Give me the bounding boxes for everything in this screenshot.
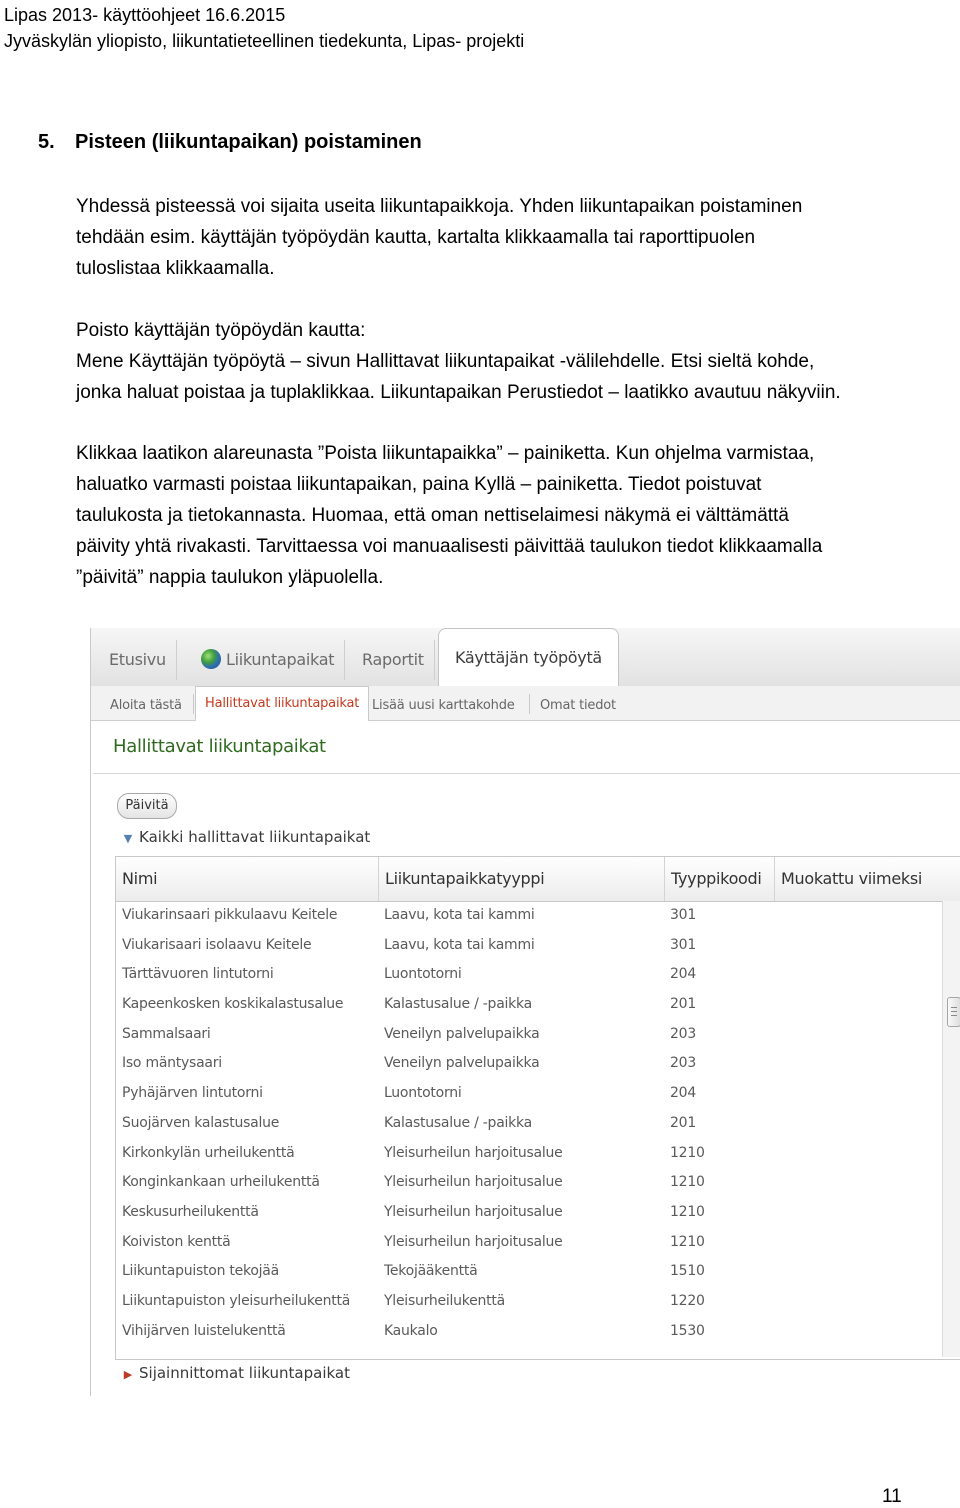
header-line-1: Lipas 2013- käyttöohjeet 16.6.2015 [4,5,286,25]
cell-name: Konginkankaan urheilukenttä [122,1174,320,1191]
cell-typecode: 1530 [670,1322,705,1339]
main-tab-bar [91,628,960,687]
cell-type: Laavu, kota tai kammi [384,936,535,953]
paragraph-1 [76,191,946,284]
page-number: 11 [882,1486,902,1507]
cell-type: Veneilyn palvelupaikka [384,1025,540,1042]
column-header-modified[interactable]: Muokattu viimeksi [774,857,960,901]
tab-label: Käyttäjän työpöytä [455,648,602,667]
table-row[interactable] [116,1198,942,1228]
cell-modified [774,901,948,931]
cell-type: Luontotorni [384,966,462,983]
cell-type: Yleisurheilun harjoitusalue [384,1233,563,1250]
column-header-typecode[interactable]: Tyyppikoodi [664,857,775,901]
subtab-omat-tiedot[interactable] [531,692,625,720]
cell-name: Pyhäjärven lintutorni [122,1085,263,1102]
paragraph-2 [76,315,946,408]
cell-typecode: 1210 [670,1203,705,1220]
table-row[interactable] [116,1317,942,1347]
table-row[interactable] [116,1020,942,1050]
cell-type: Yleisurheilukenttä [384,1292,505,1309]
cell-typecode: 203 [670,1055,696,1072]
cell-modified [774,931,948,961]
cell-modified [774,1020,948,1050]
paragraph-line: Yhdessä pisteessä voi sijaita useita liikuntapaikkoja. Yhden liikuntapaikan poistaminen [76,196,803,217]
tab-raportit[interactable] [352,640,435,680]
tab-etusivu[interactable] [99,640,177,680]
cell-type: Kaukalo [384,1322,438,1339]
triangle-down-icon: ▼ [123,832,133,845]
cell-type: Laavu, kota tai kammi [384,907,535,923]
subtab-label: Omat tiedot [540,698,616,713]
table-row[interactable] [116,1109,942,1139]
tab-liikuntapaikat[interactable] [191,640,345,680]
table-row[interactable] [116,1257,942,1287]
panel-title: Hallittavat liikuntapaikat [113,736,326,757]
paragraph-3 [76,438,946,593]
table-row[interactable] [116,1139,942,1169]
table-row[interactable] [116,1287,942,1317]
table-row[interactable] [116,1079,942,1109]
cell-type: Tekojääkenttä [384,1263,478,1280]
table-header [116,857,960,902]
cell-modified [774,1049,948,1079]
subtab-hallittavat[interactable] [195,686,369,721]
tab-kayttajan-tyopoyta[interactable] [438,628,619,687]
paragraph-line: ”päivitä” nappia taulukon yläpuolella. [76,567,384,588]
paragraph-line: Mene Käyttäjän työpöytä – sivun Hallittavat liikuntapaikat -välilehdelle. Etsi sieltä kohde, [76,351,815,372]
section-title: Pisteen (liikuntapaikan) poistaminen [75,131,422,153]
paragraph-line: taulukosta ja tietokannasta. Huomaa, että oman nettiselaimesi näkymä ei välttämättä [76,505,789,526]
paragraph-line: päivity yhtä rivakasti. Tarvittaessa voi manuaalisesti päivittää taulukon tiedot klikkaamalla [76,536,823,557]
paragraph-line: tehdään esim. käyttäjän työpöydän kautta, kartalta klikkaamalla tai raporttipuolen [76,227,756,248]
cell-name: Iso mäntysaari [122,1055,222,1072]
subtab-lisaa-karttakohde[interactable] [363,692,524,720]
cell-type: Yleisurheilun harjoitusalue [384,1174,563,1191]
subtab-divider [193,694,194,714]
table-body [116,901,942,1346]
cell-name: Sammalsaari [122,1025,211,1042]
cell-typecode: 201 [670,1114,696,1131]
cell-typecode: 203 [670,1025,696,1042]
subtab-label: Aloita tästä [110,698,182,713]
cell-name: Kapeenkosken koskikalastusalue [122,996,344,1013]
paragraph-line: Poisto käyttäjän työpöydän kautta: [76,320,366,341]
cell-name: Liikuntapuiston yleisurheilukenttä [122,1292,351,1309]
column-header-type[interactable]: Liikuntapaikkatyyppi [378,857,665,901]
table-row[interactable] [116,960,942,990]
cell-name: Keskusurheilukenttä [122,1203,259,1220]
subtab-label: Hallittavat liikuntapaikat [205,696,360,711]
cell-typecode: 1220 [670,1292,705,1309]
app-screenshot [90,628,960,1396]
table-row[interactable] [116,1049,942,1079]
cell-type: Kalastusalue / -paikka [384,1114,532,1131]
places-table [115,856,960,1360]
paragraph-line: haluatko varmasti poistaa liikuntapaikan, paina Kyllä – painiketta. Tiedot poistuvat [76,474,762,495]
subtab-aloita-tasta[interactable] [101,692,191,720]
cell-modified [774,1139,948,1169]
cell-name: Koiviston kenttä [122,1233,231,1250]
table-row[interactable] [116,1168,942,1198]
scrollbar-thumb[interactable] [947,997,960,1027]
cell-typecode: 301 [670,907,696,923]
cell-type: Luontotorni [384,1085,462,1102]
cell-type: Yleisurheilun harjoitusalue [384,1144,563,1161]
cell-type: Kalastusalue / -paikka [384,996,532,1013]
refresh-button[interactable]: Päivitä [117,793,177,819]
table-row[interactable] [116,901,942,931]
cell-modified [774,1228,948,1258]
cell-modified [774,1109,948,1139]
cell-modified [774,1257,948,1287]
document-header [4,2,524,54]
group-label: Kaikki hallittavat liikuntapaikat [139,828,371,846]
paragraph-line: tuloslistaa klikkaamalla. [76,258,275,279]
cell-typecode: 1210 [670,1144,705,1161]
globe-icon [201,649,221,669]
divider [93,773,960,774]
vertical-scrollbar[interactable] [942,901,960,1357]
tab-label: Etusivu [109,650,166,669]
group-places-without-location[interactable] [117,1360,960,1386]
group-all-places[interactable] [117,824,960,850]
cell-typecode: 1510 [670,1263,705,1280]
table-row[interactable] [116,990,942,1020]
cell-name: Viukarinsaari pikkulaavu Keitele [122,907,338,923]
cell-typecode: 204 [670,966,696,983]
tab-label: Raportit [362,650,424,669]
cell-name: Vihijärven luistelukenttä [122,1322,286,1339]
cell-modified [774,960,948,990]
cell-name: Viukarisaari isolaavu Keitele [122,936,312,953]
column-header-name[interactable]: Nimi [122,869,158,888]
group-label: Sijainnittomat liikuntapaikat [139,1364,350,1382]
cell-modified [774,1287,948,1317]
cell-typecode: 1210 [670,1174,705,1191]
cell-type: Veneilyn palvelupaikka [384,1055,540,1072]
cell-type: Yleisurheilun harjoitusalue [384,1203,563,1220]
table-row[interactable] [116,931,942,961]
cell-name: Suojärven kalastusalue [122,1114,280,1131]
triangle-right-icon: ▶ [123,1368,133,1381]
cell-modified [774,1317,948,1347]
cell-modified [774,1198,948,1228]
cell-name: Tärttävuoren lintutorni [122,966,274,983]
cell-modified [774,1079,948,1109]
cell-typecode: 204 [670,1085,696,1102]
cell-typecode: 201 [670,996,696,1013]
sub-tab-bar [91,686,960,721]
cell-modified [774,1168,948,1198]
paragraph-line: Klikkaa laatikon alareunasta ”Poista liikuntapaikka” – painiketta. Kun ohjelma varmistaa, [76,443,815,464]
cell-name: Kirkonkylän urheilukenttä [122,1144,295,1161]
header-line-2: Jyväskylän yliopisto, liikuntatieteellinen tiedekunta, Lipas- projekti [4,31,525,51]
tab-label: Liikuntapaikat [226,650,335,669]
cell-name: Liikuntapuiston tekojää [122,1263,279,1280]
cell-modified [774,990,948,1020]
subtab-label: Lisää uusi karttakohde [372,698,515,713]
subtab-divider [529,694,530,714]
paragraph-line: jonka haluat poistaa ja tuplaklikkaa. Liikuntapaikan Perustiedot – laatikko avautuu näkyviin. [76,382,841,403]
cell-typecode: 1210 [670,1233,705,1250]
table-row[interactable] [116,1228,942,1258]
section-heading [38,131,422,154]
cell-typecode: 301 [670,936,696,953]
section-number: 5. [38,131,55,153]
